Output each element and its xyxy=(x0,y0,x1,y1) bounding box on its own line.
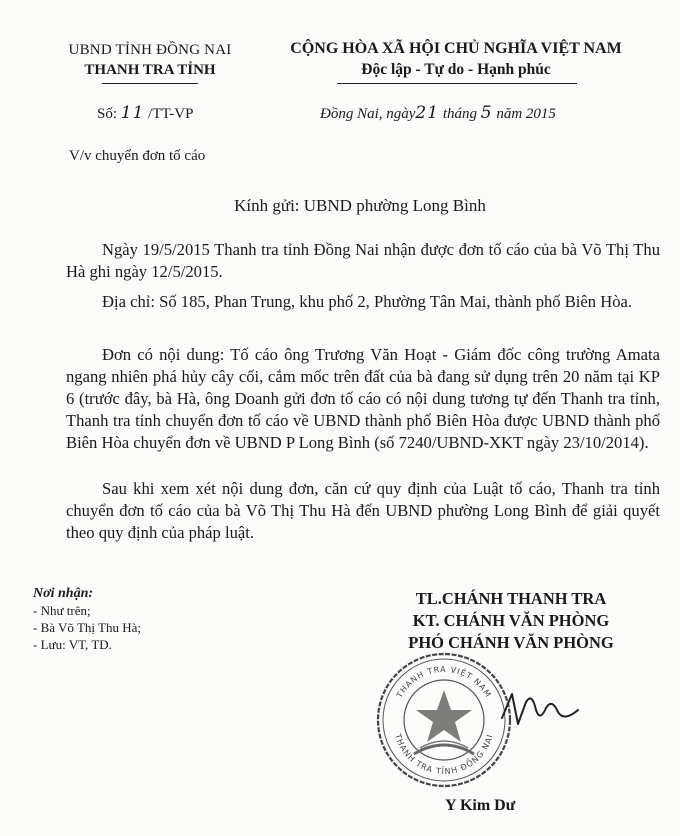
body-paragraph-1: Ngày 19/5/2015 Thanh tra tỉnh Đồng Nai nhận được đơn tố cáo của bà Võ Thị Thu Hà ghi ngày 12/5/2015. xyxy=(66,240,660,281)
body-paragraph-4: Sau khi xem xét nội dung đơn, căn cứ quy định của Luật tố cáo, Thanh tra tỉnh chuyển đơn tố cáo của bà Võ Thị Thu Hà đến UBND phường Long Bình để giải quyết theo quy định của pháp luật. xyxy=(66,479,660,542)
recipient-line: Kính gửi: UBND phường Long Bình xyxy=(234,196,486,215)
stamp-text-bottom: THANH TRA TỈNH ĐỒNG NAI xyxy=(393,732,495,777)
recipient-item: - Bà Võ Thị Thu Hà; xyxy=(33,620,141,635)
body-paragraph-3: Đơn có nội dung: Tố cáo ông Trương Văn Hoạt - Giám đốc công trường Amata ngang nhiên phá hủy cây cối, cắm mốc trên đất của bà đang sử dụng trên 20 năm tại KP 6 (trước đây, bà Hà, ông Doanh gửi đơn tố cáo có nội dung tương tự đến Thanh tra tỉnh, Thanh tra tỉnh chuyển đơn tố cáo về UBND thành phố Biên Hòa được UBND thành phố Biên Hòa chuyển đơn về UBND P Long Bình (số 7240/UBND-XKT ngày 23/10/2014). xyxy=(66,345,660,452)
signature-title-2: KT. CHÁNH VĂN PHÒNG xyxy=(412,611,610,630)
agency-line-1: UBND TỈNH ĐỒNG NAI xyxy=(68,42,232,58)
agency-underline xyxy=(102,83,198,84)
recipient-item: - Như trên; xyxy=(33,603,91,618)
recipients-title: Nơi nhận: xyxy=(33,586,94,601)
motto-underline xyxy=(337,83,577,84)
date-month: 5 xyxy=(480,103,493,123)
date-day: 21 xyxy=(415,103,440,123)
nation-motto: Độc lập - Tự do - Hạnh phúc xyxy=(361,61,551,78)
official-seal xyxy=(374,650,514,790)
stamp-text-top: THANH TRA VIỆT NAM xyxy=(394,664,493,700)
issuing-agency xyxy=(30,40,270,80)
recipient-item: - Lưu: VT, TD. xyxy=(33,637,112,652)
subject-line: V/v chuyển đơn tố cáo xyxy=(69,148,206,164)
nation-line-1: CỘNG HÒA XÃ HỘI CHỦ NGHĨA VIỆT NAM xyxy=(290,40,622,57)
document-date: Đồng Nai, ngày21 tháng 5 năm 2015 xyxy=(320,103,556,123)
document-number: Số: 11 /TT-VP xyxy=(97,103,194,123)
national-header xyxy=(262,38,650,80)
signature-title-1: TL.CHÁNH THANH TRA xyxy=(415,589,607,608)
stamp-star-icon xyxy=(416,690,472,742)
body-paragraph-2: Địa chỉ: Số 185, Phan Trung, khu phố 2, Phường Tân Mai, thành phố Biên Hòa. xyxy=(102,292,633,311)
signer-name: Y Kim Dư xyxy=(445,797,516,814)
recipients-list xyxy=(33,585,141,653)
signature-title-3: PHÓ CHÁNH VĂN PHÒNG xyxy=(408,633,614,652)
handwritten-signature xyxy=(498,688,588,736)
signature-block xyxy=(380,588,642,654)
document-number-value: 11 xyxy=(120,103,145,123)
agency-line-2: THANH TRA TỈNH xyxy=(84,62,216,78)
